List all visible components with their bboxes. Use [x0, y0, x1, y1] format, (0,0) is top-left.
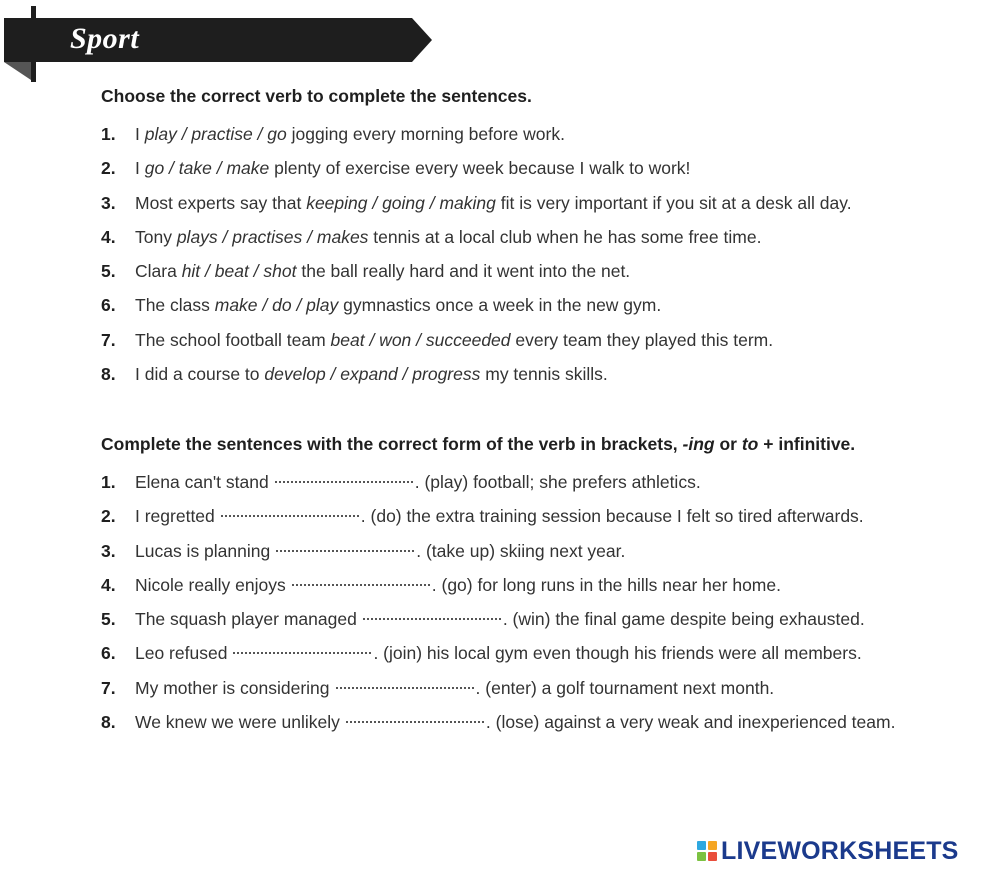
answer-blank[interactable]	[275, 481, 413, 483]
list-item	[101, 220, 981, 254]
answer-blank[interactable]	[233, 652, 371, 654]
item-number: 8.	[101, 364, 116, 385]
exercise-1-list	[101, 117, 981, 391]
item-text: I	[135, 124, 145, 144]
item-text: Most experts say that	[135, 192, 307, 213]
instruction-to: to	[741, 434, 759, 454]
logo-square	[708, 841, 717, 850]
item-text: Lucas is planning	[135, 540, 271, 561]
list-item	[101, 568, 981, 602]
item-number: 7.	[101, 677, 116, 698]
instruction-ing: -ing	[682, 434, 715, 454]
item-text: fit is very important if you sit at a desk all day.	[495, 192, 852, 213]
list-item	[101, 357, 981, 391]
item-text: gymnastics once a week in the new gym.	[338, 295, 662, 316]
item-text: . (go) for long runs in the hills near her home.	[431, 574, 781, 595]
item-number: 2.	[101, 158, 116, 179]
item-number: 5.	[101, 261, 116, 282]
instruction-text: Complete the sentences with the correct form of the verb in brackets,	[101, 434, 683, 454]
list-item	[101, 254, 981, 288]
list-item	[101, 323, 981, 357]
item-text: I did a course to	[135, 364, 265, 385]
item-text: jogging every morning before work.	[286, 124, 565, 144]
liveworksheets-logo	[697, 836, 959, 866]
verb-options[interactable]: beat / won / succeeded	[330, 329, 511, 350]
item-text: Elena can't stand	[135, 472, 269, 492]
item-number: 4.	[101, 574, 116, 595]
verb-options[interactable]: hit / beat / shot	[181, 261, 297, 282]
logo-square	[697, 852, 706, 861]
list-item	[101, 465, 981, 499]
exercise-2	[101, 434, 981, 739]
logo-icon	[697, 841, 717, 861]
item-number: 3.	[101, 540, 116, 561]
exercise-1-instruction: Choose the correct verb to complete the sentences.	[101, 86, 532, 106]
exercise-2-list	[101, 465, 981, 739]
item-text: the ball really hard and it went into the net.	[296, 261, 631, 282]
item-text: . (enter) a golf tournament next month.	[475, 677, 775, 698]
item-number: 6.	[101, 295, 116, 316]
banner-shape	[0, 0, 440, 84]
item-text: The squash player managed	[135, 609, 357, 630]
item-text: Tony	[135, 226, 177, 247]
verb-options[interactable]: keeping / going / making	[306, 192, 496, 213]
item-number: 8.	[101, 712, 116, 733]
logo-square	[708, 852, 717, 861]
list-item	[101, 117, 981, 151]
item-number: 6.	[101, 643, 116, 664]
item-number: 2.	[101, 506, 116, 527]
verb-options[interactable]: go / take / make	[144, 158, 270, 179]
item-text: I	[135, 158, 145, 179]
answer-blank[interactable]	[336, 687, 474, 689]
list-item	[101, 602, 981, 636]
item-text: Clara	[135, 261, 182, 282]
item-text: The school football team	[135, 329, 331, 350]
verb-options[interactable]: make / do / play	[214, 295, 339, 316]
list-item	[101, 705, 981, 739]
exercise-2-instruction	[101, 434, 981, 455]
verb-options[interactable]: plays / practises / makes	[176, 226, 369, 247]
item-text: . (win) the final game despite being exhausted.	[502, 609, 865, 630]
item-text: The class	[135, 295, 215, 316]
item-text: I regretted	[135, 506, 215, 527]
verb-options[interactable]: play / practise / go	[144, 124, 287, 144]
item-number: 1.	[101, 472, 116, 492]
item-number: 7.	[101, 329, 116, 350]
instruction-infinitive: + infinitive.	[758, 434, 856, 454]
list-item	[101, 499, 981, 533]
item-text: . (take up) skiing next year.	[416, 540, 626, 561]
list-item	[101, 288, 981, 322]
verb-options[interactable]: develop / expand / progress	[264, 364, 481, 385]
item-text: We knew we were unlikely	[135, 712, 340, 733]
exercise-1	[101, 86, 981, 391]
title-banner	[0, 0, 440, 84]
list-item	[101, 151, 981, 185]
item-text: every team they played this term.	[510, 329, 774, 350]
list-item	[101, 671, 981, 705]
answer-blank[interactable]	[292, 584, 430, 586]
answer-blank[interactable]	[346, 721, 484, 723]
item-text: . (join) his local gym even though his friends were all members.	[373, 643, 862, 664]
item-text: my tennis skills.	[480, 364, 608, 385]
list-item	[101, 186, 981, 220]
item-text: plenty of exercise every week because I walk to work!	[269, 158, 691, 179]
item-number: 3.	[101, 192, 116, 213]
answer-blank[interactable]	[276, 550, 414, 552]
item-text: tennis at a local club when he has some free time.	[368, 226, 762, 247]
answer-blank[interactable]	[363, 618, 501, 620]
instruction-or: or	[714, 434, 742, 454]
item-text: . (do) the extra training session because I felt so tired afterwards.	[360, 506, 864, 527]
list-item	[101, 534, 981, 568]
list-item	[101, 636, 981, 670]
item-text: My mother is considering	[135, 677, 330, 698]
item-text: Nicole really enjoys	[135, 574, 286, 595]
item-text: . (play) football; she prefers athletics.	[414, 472, 701, 492]
item-number: 4.	[101, 226, 116, 247]
answer-blank[interactable]	[221, 515, 359, 517]
logo-text: LIVEWORKSHEETS	[721, 836, 959, 865]
item-text: Leo refused	[135, 643, 228, 664]
page-title: Sport	[70, 22, 140, 55]
logo-square	[697, 841, 706, 850]
item-number: 1.	[101, 124, 116, 144]
item-text: . (lose) against a very weak and inexperienced team.	[485, 712, 896, 733]
item-number: 5.	[101, 609, 116, 630]
